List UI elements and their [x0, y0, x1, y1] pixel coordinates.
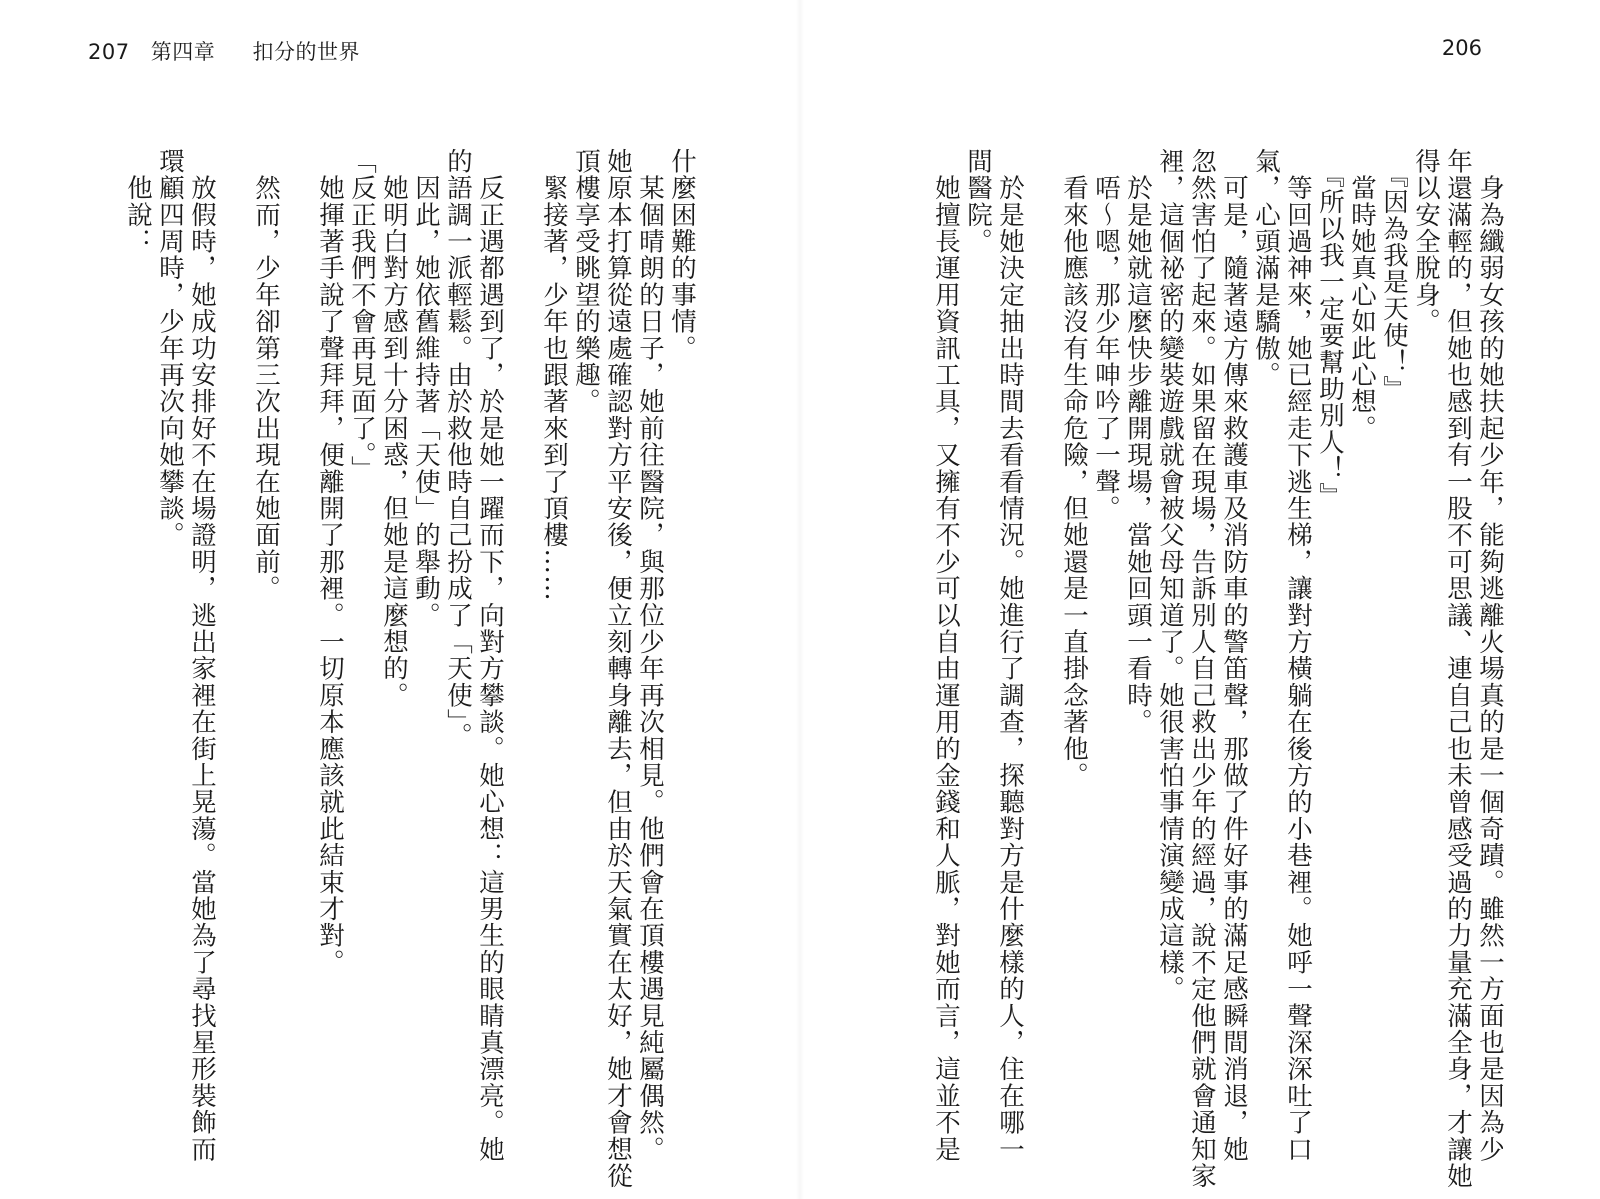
chapter-label: 第四章	[150, 40, 216, 64]
text-line: 裡，這個祕密的變裝遊戲就會被父母知道了。她很害怕事情演變成這樣。	[1155, 148, 1185, 1003]
text-line	[506, 148, 538, 1108]
text-line: 然而，少年卻第三次出現在她面前。	[251, 148, 281, 602]
text-line: 因此，她依舊維持著「天使」的舉動。	[411, 148, 441, 629]
text-line	[282, 148, 314, 1108]
text-line: 緊接著，少年也跟著來到了頂樓……	[539, 148, 569, 602]
text-line: 於是她就這麼快步離開現場，當她回頭一看時。	[1123, 148, 1153, 736]
right-page-number: 206	[1441, 36, 1482, 60]
text-line: 的語調一派輕鬆。由於救他時自己扮成了「天使」。	[443, 148, 473, 750]
running-head	[88, 36, 360, 66]
text-line: 氣，心頭滿是驕傲。	[1251, 148, 1281, 389]
text-line: 環顧四周時，少年再次向她攀談。	[155, 148, 185, 549]
left-page-number: 207	[88, 40, 130, 64]
text-line: 當時她真心如此心想。	[1347, 148, 1377, 442]
text-line: 等回過神來，她已經走下逃生梯，讓對方橫躺在後方的小巷裡。她呼一聲深深吐了口	[1283, 148, 1313, 1163]
text-line: 她擅長運用資訊工具，又擁有不少可以自由運用的金錢和人脈，對她而言，這並不是	[931, 148, 961, 1163]
text-line: 「反正我們不會再見面了。」	[347, 148, 377, 483]
text-line: 她明白對方感到十分困惑，但她是這麼想的。	[379, 148, 409, 709]
text-line: 唔～嗯，那少年呻吟了一聲。	[1091, 148, 1121, 522]
text-line: 『所以我一定要幫助別人！』	[1315, 148, 1345, 510]
right-page-text	[816, 148, 1506, 1190]
book-gutter	[796, 0, 804, 1199]
text-line	[1026, 148, 1058, 1108]
text-line: 於是她決定抽出時間去看看情況。她進行了調查，探聽對方是什麼樣的人，住在哪一	[995, 148, 1025, 1163]
text-line: 他說：	[123, 148, 153, 255]
text-line: 什麼困難的事情。	[667, 148, 697, 362]
text-line	[218, 148, 250, 1108]
text-line: 某個晴朗的日子，她前往醫院，與那位少年再次相見。他們會在頂樓遇見純屬偶然。	[635, 148, 665, 1163]
text-line: 間醫院。	[963, 148, 993, 255]
text-line: 看來他應該沒有生命危險，但她還是一直掛念著他。	[1059, 148, 1089, 789]
text-line: 她揮著手說了聲拜拜，便離開了那裡。一切原本應該就此結束才對。	[315, 148, 345, 976]
text-line: 放假時，她成功安排好不在場證明，逃出家裡在街上晃蕩。當她為了尋找星形裝飾而	[187, 148, 217, 1163]
text-line: 頂樓享受眺望的樂趣。	[571, 148, 601, 415]
text-line: 身為纖弱女孩的她扶起少年，能夠逃離火場真的是一個奇蹟。雖然一方面也是因為少	[1475, 148, 1505, 1163]
text-line: 忽然害怕了起來。如果留在現場，告訴別人自己救出少年的經過，說不定他們就會通知家	[1187, 148, 1217, 1190]
text-line: 『因為我是天使！』	[1379, 148, 1409, 403]
chapter-title: 扣分的世界	[252, 40, 360, 64]
text-line: 得以安全脫身。	[1411, 148, 1441, 335]
left-page-text	[88, 148, 698, 1190]
text-line: 她原本打算從遠處確認對方平安後，便立刻轉身離去，但由於天氣實在太好，她才會想從	[603, 148, 633, 1190]
text-line: 可是，隨著遠方傳來救護車及消防車的警笛聲，那做了件好事的滿足感瞬間消退，她	[1219, 148, 1249, 1163]
text-line: 反正遇都遇到了，於是她一躍而下，向對方攀談。她心想：這男生的眼睛真漂亮。她	[475, 148, 505, 1163]
text-line: 年還滿輕的，但她也感到有一股不可思議、連自己也未曾感受過的力量充滿全身，才讓她	[1443, 148, 1473, 1190]
